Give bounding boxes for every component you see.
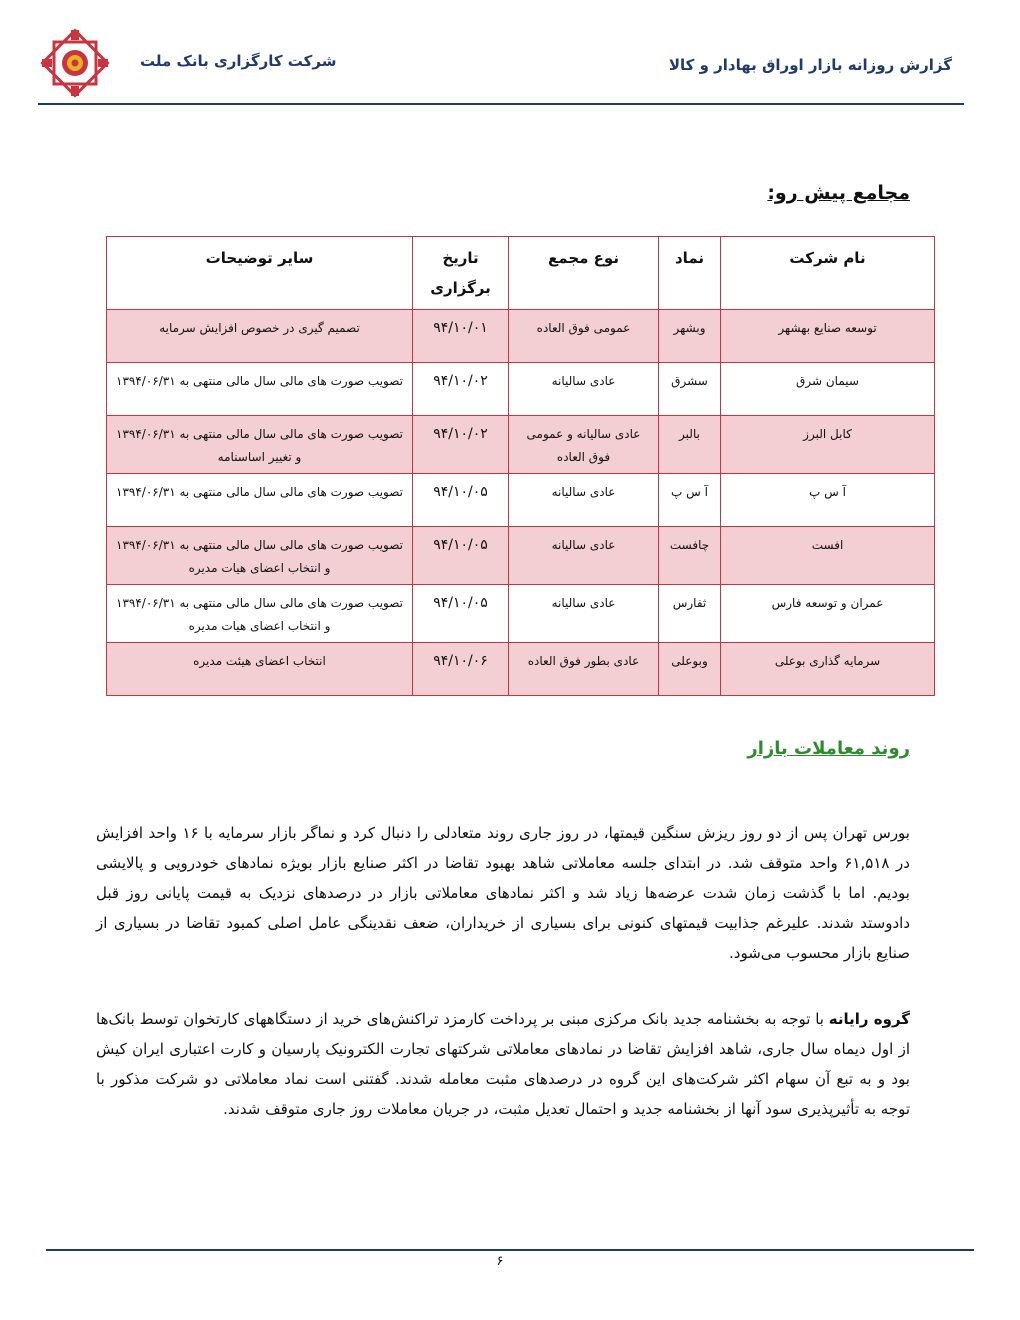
column-header-symbol: نماد	[659, 237, 721, 310]
table-row	[107, 363, 935, 416]
date-cell: ۹۴/۱۰/۰۲	[413, 416, 509, 474]
meetings-section-title: مجامع پیش رو:	[767, 182, 910, 204]
brand-name: شرکت کارگزاری بانک ملت	[140, 52, 337, 70]
table-row	[107, 643, 935, 696]
company-cell: توسعه صنایع بهشهر	[721, 310, 935, 363]
notes-cell: تصویب صورت های مالی سال مالی منتهی به ۱۳۹۴/۰۶/۳۱ و تغییر اساسنامه	[107, 416, 413, 474]
footer-divider	[46, 1249, 974, 1251]
header-divider	[38, 103, 964, 105]
date-cell: ۹۴/۱۰/۰۵	[413, 527, 509, 585]
company-cell: کابل البرز	[721, 416, 935, 474]
column-header-company: نام شرکت	[721, 237, 935, 310]
meeting-type-cell: عادی سالیانه	[509, 585, 659, 643]
date-cell: ۹۴/۱۰/۰۵	[413, 585, 509, 643]
company-cell: آ س پ	[721, 474, 935, 527]
report-title: گزارش روزانه بازار اوراق بهادار و کالا	[668, 56, 952, 74]
table-row	[107, 474, 935, 527]
symbol-cell: سشرق	[659, 363, 721, 416]
paragraph-lead-term: گروه رایانه	[828, 1010, 910, 1028]
company-cell: عمران و توسعه فارس	[721, 585, 935, 643]
meeting-type-cell: عادی سالیانه	[509, 527, 659, 585]
symbol-cell: آ س پ	[659, 474, 721, 527]
symbol-cell: وبشهر	[659, 310, 721, 363]
table-row	[107, 416, 935, 474]
bank-mellat-logo-icon	[40, 28, 110, 98]
market-trend-paragraph-1: بورس تهران پس از دو روز ریزش سنگین قیمتها، در روز جاری روند متعادلی را دنبال کرد و نماگر بازار سرمایه با ۱۶ واحد افزایش در ۶۱,۵۱۸ واحد متوقف شد. در ابتدای جلسه معاملاتی شاهد بهبود تقاضا در اکثر صنایع بازار بویژه نمادهای خودرویی و پالایشی بودیم. اما با گذشت زمان شدت عرضه‌ها زیاد شد و اکثر نمادهای معاملاتی بازار در درصدهای نزدیک به قیمت پایانی روز قبل دادوستد شدند. علیرغم جذابیت قیمتهای کنونی برای بسیاری از خریداران، ضعف نقدینگی عامل اصلی کمبود تقاضا در بسیاری از صنایع بازار محسوب می‌شود.	[96, 824, 910, 962]
company-cell: سرمایه گذاری بوعلی	[721, 643, 935, 696]
symbol-cell: بالبر	[659, 416, 721, 474]
symbol-cell: وبوعلی	[659, 643, 721, 696]
date-cell: ۹۴/۱۰/۰۱	[413, 310, 509, 363]
notes-cell: انتخاب اعضای هیئت مدیره	[107, 643, 413, 696]
meeting-type-cell: عادی سالیانه و عمومی فوق العاده	[509, 416, 659, 474]
symbol-cell: چافست	[659, 527, 721, 585]
page-number: ۶	[496, 1254, 504, 1269]
table-header-row	[107, 237, 935, 310]
meetings-table	[106, 236, 935, 696]
meeting-type-cell: عادی بطور فوق العاده	[509, 643, 659, 696]
date-cell: ۹۴/۱۰/۰۲	[413, 363, 509, 416]
table-row	[107, 527, 935, 585]
market-trend-paragraph-2	[96, 1004, 910, 1124]
meeting-type-cell: عادی سالیانه	[509, 363, 659, 416]
table-row	[107, 310, 935, 363]
notes-cell: تصویب صورت های مالی سال مالی منتهی به ۱۳۹۴/۰۶/۳۱	[107, 363, 413, 416]
notes-cell: تصویب صورت های مالی سال مالی منتهی به ۱۳۹۴/۰۶/۳۱ و انتخاب اعضای هیات مدیره	[107, 527, 413, 585]
market-trend-section-title: روند معاملات بازار	[747, 738, 910, 759]
meeting-type-cell: عادی سالیانه	[509, 474, 659, 527]
notes-cell: تصمیم گیری در خصوص افزایش سرمایه	[107, 310, 413, 363]
company-cell: افست	[721, 527, 935, 585]
company-cell: سیمان شرق	[721, 363, 935, 416]
meeting-type-cell: عمومی فوق العاده	[509, 310, 659, 363]
table-row	[107, 585, 935, 643]
notes-cell: تصویب صورت های مالی سال مالی منتهی به ۱۳۹۴/۰۶/۳۱ و انتخاب اعضای هیات مدیره	[107, 585, 413, 643]
date-cell: ۹۴/۱۰/۰۵	[413, 474, 509, 527]
column-header-notes: سایر توضیحات	[107, 237, 413, 310]
column-header-meeting-type: نوع مجمع	[509, 237, 659, 310]
paragraph-body: با توجه به بخشنامه جدید بانک مرکزی مبنی بر پرداخت کارمزد تراکنش‌های خرید از دستگاههای کارتخوان توسط بانک‌ها از اول دیماه سال جاری، شاهد افزایش تقاضا در نمادهای معاملاتی شرکتهای تجارت الکترونیک پارسیان و کارت اعتباری ایران کیش بود و به تبع آن سهام اکثر شرکت‌های این گروه در درصدهای مثبت معامله شدند. گفتنی است نماد معاملاتی دو شرکت مذکور با توجه به تأثیرپذیری سود آنها از بخشنامه جدید و احتمال تعدیل مثبت، در جریان معاملات روز جاری متوقف شدند.	[96, 1010, 910, 1118]
notes-cell: تصویب صورت های مالی سال مالی منتهی به ۱۳۹۴/۰۶/۳۱	[107, 474, 413, 527]
page-header	[0, 0, 1020, 110]
symbol-cell: ثفارس	[659, 585, 721, 643]
date-cell: ۹۴/۱۰/۰۶	[413, 643, 509, 696]
column-header-date: تاریخ برگزاری	[413, 237, 509, 310]
